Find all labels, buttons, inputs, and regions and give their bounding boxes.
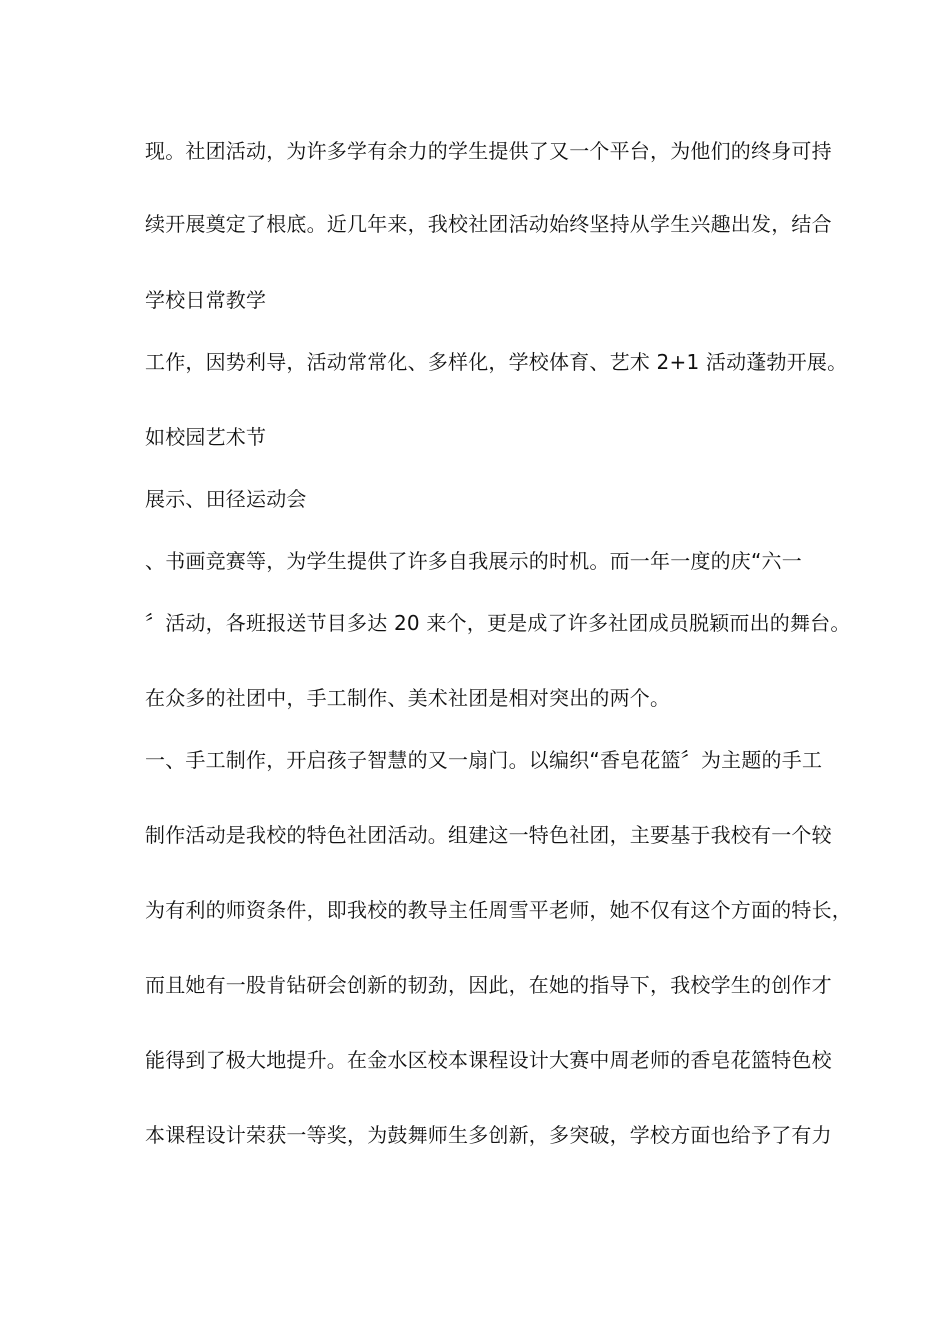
paragraph-line: 、书画竞赛等，为学生提供了许多自我展示的时机。而一年一度的庆“六一 bbox=[145, 549, 802, 573]
paragraph-line: 如校园艺术节 bbox=[145, 425, 267, 449]
paragraph-line: 工作，因势利导，活动常常化、多样化，学校体育、艺术 2+1 活动蓬勃开展。 bbox=[145, 350, 848, 374]
paragraph-line: 能得到了极大地提升。在金水区校本课程设计大赛中周老师的香皂花篮特色校 bbox=[145, 1048, 832, 1072]
paragraph-line: 展示、田径运动会 bbox=[145, 487, 307, 511]
paragraph-line: 本课程设计荣获一等奖，为鼓舞师生多创新，多突破，学校方面也给予了有力 bbox=[145, 1123, 832, 1147]
section-heading-line: 一、手工制作，开启孩子智慧的又一扇门。以编织“香皂花篮〞为主题的手工 bbox=[145, 748, 823, 772]
paragraph-line: 而且她有一股肯钻研会创新的韧劲，因此，在她的指导下，我校学生的创作才 bbox=[145, 973, 832, 997]
paragraph-line: 学校日常教学 bbox=[145, 288, 267, 312]
paragraph-line: 为有利的师资条件，即我校的教导主任周雪平老师，她不仅有这个方面的特长， bbox=[145, 898, 852, 922]
paragraph-line: 制作活动是我校的特色社团活动。组建这一特色社团，主要基于我校有一个较 bbox=[145, 823, 832, 847]
paragraph-line: 现。社团活动，为许多学有余力的学生提供了又一个平台，为他们的终身可持 bbox=[145, 139, 832, 163]
paragraph-line: 〞活动，各班报送节目多达 20 来个，更是成了许多社团成员脱颖而出的舞台。 bbox=[145, 611, 851, 635]
paragraph-line: 在众多的社团中，手工制作、美术社团是相对突出的两个。 bbox=[145, 686, 671, 710]
paragraph-line: 续开展奠定了根底。近几年来，我校社团活动始终坚持从学生兴趣出发，结合 bbox=[145, 212, 832, 236]
